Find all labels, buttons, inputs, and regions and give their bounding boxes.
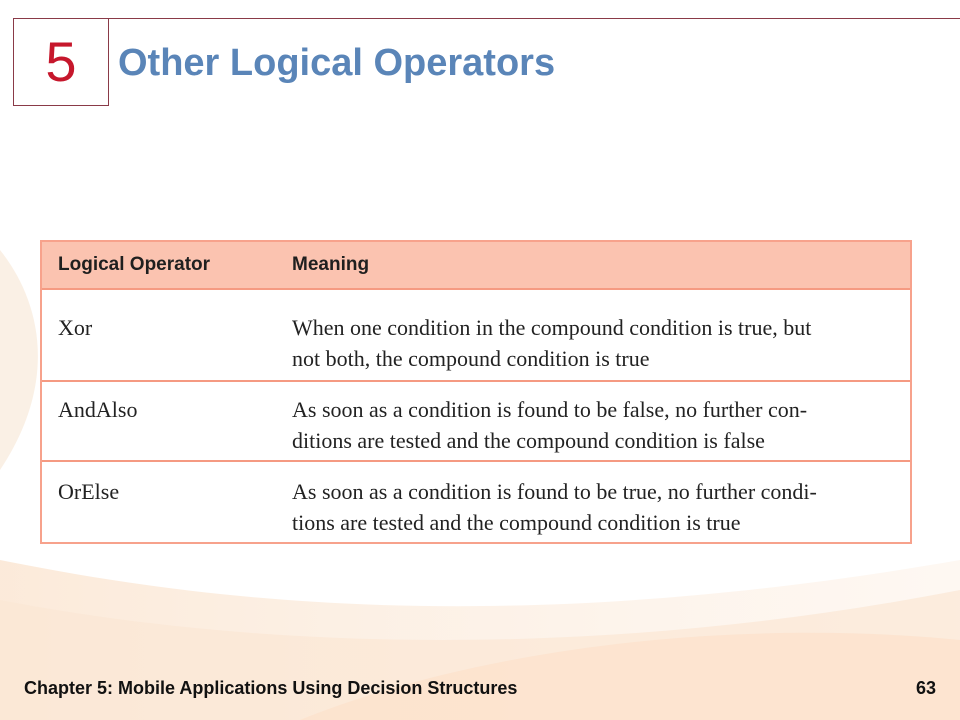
table-row <box>42 462 910 542</box>
column-header-operator: Logical Operator <box>58 254 211 275</box>
footer-page-number: 63 <box>915 678 936 698</box>
table-header-row <box>42 242 910 290</box>
meaning-line: not both, the compound condition is true <box>292 346 650 371</box>
chapter-number: 5 <box>45 30 77 93</box>
meaning-cell <box>292 394 910 456</box>
footer-chapter-label: Chapter 5: Mobile Applications Using Decision Structures <box>24 678 518 698</box>
meaning-line: ditions are tested and the compound condition is false <box>292 428 765 453</box>
chapter-number-box <box>13 18 109 106</box>
meaning-line: As soon as a condition is found to be true, no further condi- <box>292 479 817 504</box>
meaning-line: When one condition in the compound condition is true, but <box>292 315 812 340</box>
slide-title: Other Logical Operators <box>118 42 556 84</box>
operator-cell: AndAlso <box>58 397 138 422</box>
top-rule <box>108 18 960 19</box>
meaning-line: As soon as a condition is found to be false, no further con- <box>292 397 808 422</box>
operator-cell: Xor <box>58 315 93 340</box>
meaning-cell <box>292 312 910 374</box>
meaning-cell <box>292 476 910 538</box>
meaning-line: tions are tested and the compound condition is true <box>292 510 741 535</box>
operator-cell: OrElse <box>58 479 120 504</box>
table-row <box>42 382 910 462</box>
logical-operators-table <box>40 240 912 544</box>
table-row <box>42 290 910 382</box>
column-header-meaning: Meaning <box>292 254 370 275</box>
